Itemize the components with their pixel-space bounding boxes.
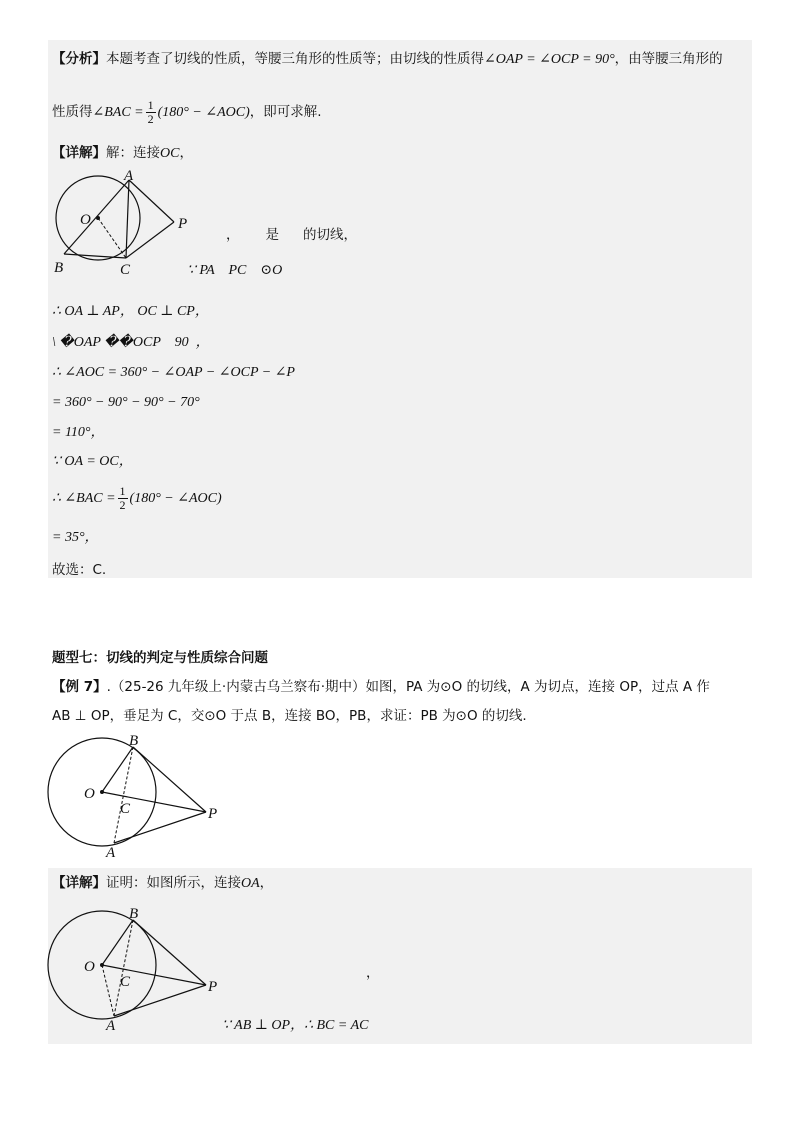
detail-math: OC [160, 146, 180, 161]
fig1-line-oc [98, 218, 126, 258]
step-1: ∴ OA ⊥ AP， OC ⊥ CP， [52, 304, 209, 319]
step-8: = 35°， [52, 530, 99, 545]
fig1-center-dot [96, 216, 100, 220]
step-2: \ �OAP ��OCP 90 ， [52, 335, 210, 350]
example-line-2: AB ⊥ OP，垂足为 C，交⊙O 于点 B，连接 BO，PB，求证：PB 为⊙O 的切线. [52, 708, 527, 724]
fig1-label-c: C [120, 262, 131, 278]
fig2-label-a: A [106, 845, 116, 861]
fig2-label-o: O [84, 786, 95, 802]
final-math: ∵ AB ⊥ OP，∴ BC = AC [222, 1018, 369, 1033]
fig3-label-c: C [120, 974, 131, 990]
figure-3-proof-diagram [46, 906, 236, 1036]
choice-line: 故选：C. [52, 562, 107, 578]
section-heading: 题型七：切线的判定与性质综合问题 [52, 650, 268, 666]
analysis-line2-pre: 性质得 [52, 104, 93, 120]
choice-value: C. [92, 562, 107, 578]
fig2-center-dot [100, 790, 104, 794]
detail-line-2: 【详解】证明：如图所示，连接OA， [52, 875, 274, 891]
fig3-center-dot [100, 963, 104, 967]
fig3-label-p: P [208, 979, 218, 995]
fraction-half: $\frac{1}{2}$ [147, 97, 154, 126]
step-5: = 110°， [52, 425, 105, 440]
step-fraction-half: $\frac{1}{2}$ [119, 484, 126, 513]
example-line-1 [52, 678, 710, 696]
fig3-label-a: A [106, 1018, 116, 1034]
detail-text-2: 证明：如图所示，连接 [106, 875, 241, 891]
tangent-statement-math: ∵ PA PC ⊙O [187, 263, 283, 278]
analysis-label: 【分析】 [52, 51, 106, 67]
step-6: ∵ OA = OC， [52, 454, 133, 469]
step-7: ∴ ∠BAC = $\frac{1}{2}$ (180° − ∠AOC) [52, 484, 222, 513]
analysis-line-2 [52, 97, 322, 128]
detail-label: 【详解】 [52, 145, 106, 161]
fig2-label-p: P [208, 806, 218, 822]
figure-2-tangent-proof [46, 733, 236, 863]
detail-line-1: 【详解】解：连接OC， [52, 145, 193, 161]
analysis-math-2-prefix: ∠BAC = [92, 105, 144, 120]
fig2-label-b: B [129, 733, 139, 749]
fig3-line-bp [133, 920, 206, 985]
analysis-math-2-suffix: (180° − ∠AOC) [157, 105, 250, 120]
fig3-label-b: B [129, 906, 139, 922]
analysis-text: 本题考查了切线的性质，等腰三角形的性质等；由切线的性质得 [106, 51, 484, 67]
fig1-label-o: O [80, 212, 91, 228]
analysis-line2-post: ，即可求解. [249, 104, 322, 120]
analysis-text-2: ，由等腰三角形的 [614, 51, 723, 67]
detail-math-2: OA [241, 876, 260, 891]
tangent-statement-words: ， 是 的切线， [226, 227, 357, 243]
fig2-line-bp [133, 747, 206, 812]
example-label: 【例 7】 [52, 679, 107, 695]
analysis-math-1: ∠OAP = ∠OCP = 90° [484, 52, 615, 67]
fig3-label-o: O [84, 959, 95, 975]
fig2-label-c: C [120, 801, 131, 817]
fig3-line-oa [102, 965, 114, 1016]
detail-label-2: 【详解】 [52, 875, 106, 891]
fig3-line-op [102, 965, 206, 985]
analysis-line-1 [52, 50, 723, 69]
detail-text: 解：连接 [106, 145, 160, 161]
fig3-comma: ， [366, 965, 380, 981]
example-text-1: .（25-26 九年级上·内蒙古乌兰察布·期中）如图，PA 为⊙O 的切线，A 为切点，连接 OP，过点 A 作 [106, 679, 710, 695]
fig2-line-op [102, 792, 206, 812]
figure-1-circle-tangent [46, 168, 196, 278]
fig1-label-a: A [124, 168, 134, 184]
step-4: = 360° − 90° − 90° − 70° [52, 395, 200, 410]
step-3: ∴ ∠AOC = 360° − ∠OAP − ∠OCP − ∠P [52, 365, 295, 380]
fig1-label-b: B [54, 260, 64, 276]
fig1-label-p: P [178, 216, 188, 232]
